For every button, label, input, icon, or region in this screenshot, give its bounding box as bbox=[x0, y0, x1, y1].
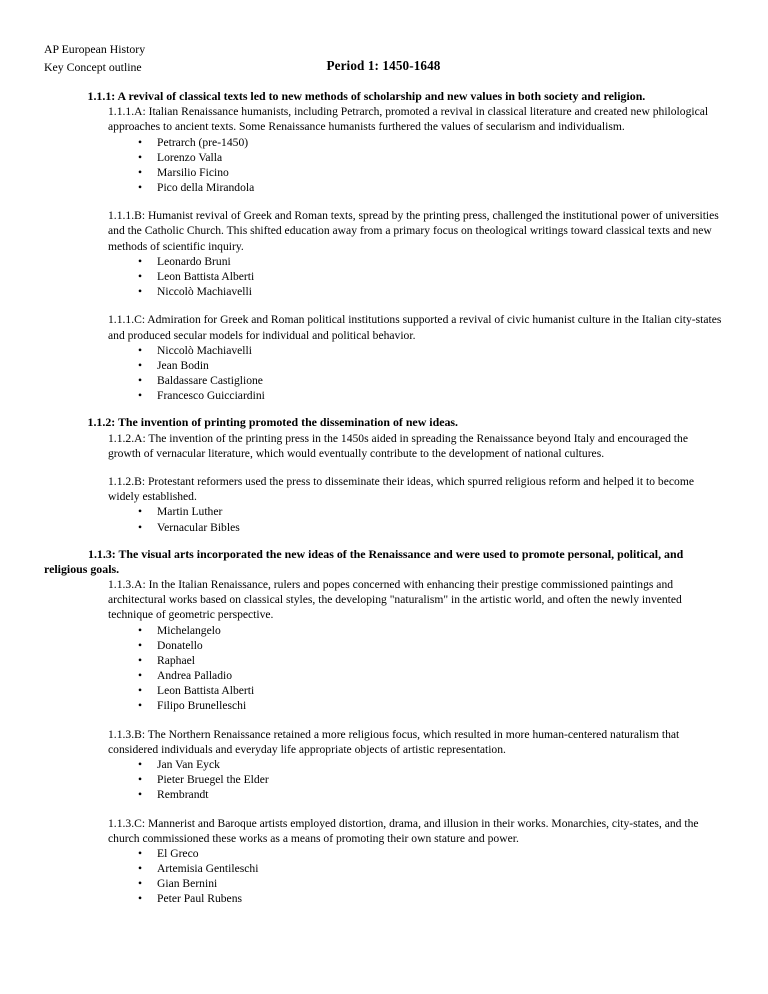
list-item bbox=[44, 504, 723, 519]
example-label: Lorenzo Valla bbox=[157, 150, 223, 164]
page-title: Period 1: 1450-1648 bbox=[326, 58, 441, 73]
evidence-group bbox=[44, 104, 723, 195]
key-concept-heading: 1.1.2: The invention of printing promoted the dissemination of new ideas. bbox=[87, 415, 459, 430]
list-item bbox=[44, 772, 723, 787]
evidence-group bbox=[44, 208, 723, 299]
key-concept-outline bbox=[44, 89, 723, 907]
bullet-icon: • bbox=[138, 654, 143, 667]
example-label: Raphael bbox=[157, 654, 195, 667]
example-label: Gian Bernini bbox=[157, 877, 218, 891]
example-label: Jean Bodin bbox=[157, 358, 209, 372]
list-item bbox=[44, 668, 723, 683]
bullet-icon: • bbox=[138, 877, 143, 891]
list-item bbox=[44, 150, 723, 165]
example-list bbox=[44, 623, 723, 714]
list-item bbox=[44, 254, 723, 269]
list-item bbox=[44, 284, 723, 299]
list-item bbox=[44, 373, 723, 388]
bullet-icon: • bbox=[138, 343, 143, 357]
example-label: Martin Luther bbox=[157, 505, 223, 519]
bullet-icon: • bbox=[138, 862, 143, 876]
example-label: Leonardo Bruni bbox=[157, 254, 231, 268]
bullet-icon: • bbox=[138, 773, 143, 787]
evidence-paragraph: 1.1.2.B: Protestant reformers used the press to disseminate their ideas, which spurred religious reform and helped it to become widely established. bbox=[108, 474, 694, 504]
evidence-paragraph: 1.1.3.B: The Northern Renaissance retained a more religious focus, which resulted in more human-centered naturalism that considered individuals and everyday life appropriate objects of artistic representation. bbox=[108, 727, 680, 756]
example-list bbox=[44, 757, 723, 802]
bullet-icon: • bbox=[138, 389, 143, 403]
bullet-icon: • bbox=[138, 892, 143, 906]
bullet-icon: • bbox=[138, 165, 143, 179]
example-label: Vernacular Bibles bbox=[157, 520, 240, 534]
example-label: Artemisia Gentileschi bbox=[157, 862, 259, 876]
evidence-group bbox=[44, 816, 723, 907]
evidence-group bbox=[44, 312, 723, 403]
list-item bbox=[44, 180, 723, 195]
bullet-icon: • bbox=[138, 788, 143, 802]
bullet-icon: • bbox=[138, 758, 143, 772]
list-item bbox=[44, 638, 723, 653]
bullet-icon: • bbox=[138, 669, 143, 683]
key-concept-heading: 1.1.1: A revival of classical texts led to new methods of scholarship and new values in both society and religion. bbox=[87, 89, 646, 103]
evidence-group bbox=[44, 577, 723, 714]
example-label: Jan Van Eyck bbox=[157, 758, 220, 772]
list-item bbox=[44, 135, 723, 150]
document-subtitle: Key Concept outline bbox=[44, 59, 142, 74]
evidence-paragraph: 1.1.2.A: The invention of the printing press in the 1450s aided in spreading the Renaissance beyond Italy and encouraged the growth of vernacular literature, which would eventually contribute to the development of national cultures. bbox=[108, 431, 688, 460]
evidence-paragraph: 1.1.1.A: Italian Renaissance humanists, including Petrarch, promoted a revival in classical literature and created new philological approaches to ancient texts. Some Renaissance humanists furthered the values of secularism and individualism. bbox=[108, 105, 709, 134]
example-label: Marsilio Ficino bbox=[157, 165, 229, 179]
list-item bbox=[44, 653, 723, 668]
example-label: Niccolò Machiavelli bbox=[157, 343, 252, 357]
bullet-icon: • bbox=[138, 135, 143, 149]
example-label: Francesco Guicciardini bbox=[157, 389, 265, 403]
list-item bbox=[44, 269, 723, 284]
list-item bbox=[44, 343, 723, 358]
document-header bbox=[44, 41, 723, 77]
list-item bbox=[44, 876, 723, 891]
evidence-paragraph: 1.1.3.C: Mannerist and Baroque artists employed distortion, drama, and illusion in their works. Monarchies, city-states, and the church commissioned these works as a means of promoting their own stature and power. bbox=[108, 816, 699, 845]
evidence-paragraph: 1.1.3.A: In the Italian Renaissance, rulers and popes concerned with enhancing their prestige commissioned paintings and architectural works based on classical styles, the developing "naturalism" in the artistic world, and often the newly invented technique of geometric perspective. bbox=[108, 578, 682, 622]
bullet-icon: • bbox=[138, 150, 143, 164]
bullet-icon: • bbox=[138, 181, 143, 195]
example-label: Andrea Palladio bbox=[157, 669, 233, 683]
list-item bbox=[44, 698, 723, 713]
list-item bbox=[44, 757, 723, 772]
list-item bbox=[44, 861, 723, 876]
evidence-group bbox=[44, 431, 723, 461]
example-label: Pico della Mirandola bbox=[157, 181, 255, 195]
bullet-icon: • bbox=[138, 520, 143, 534]
example-label: Baldassare Castiglione bbox=[157, 374, 263, 388]
example-label: Pieter Bruegel the Elder bbox=[157, 773, 269, 787]
example-label: Peter Paul Rubens bbox=[157, 892, 243, 906]
bullet-icon: • bbox=[138, 846, 143, 860]
bullet-icon: • bbox=[138, 285, 143, 299]
bullet-icon: • bbox=[138, 270, 143, 283]
bullet-icon: • bbox=[138, 684, 143, 698]
example-label: Niccolò Machiavelli bbox=[157, 285, 252, 299]
bullet-icon: • bbox=[138, 358, 143, 372]
key-concept-block bbox=[44, 415, 723, 534]
example-list bbox=[44, 343, 723, 404]
example-label: Donatello bbox=[157, 638, 203, 652]
bullet-icon: • bbox=[138, 623, 143, 637]
key-concept-block bbox=[44, 547, 723, 907]
evidence-paragraph: 1.1.1.B: Humanist revival of Greek and Roman texts, spread by the printing press, challenged the institutional power of universities and the Catholic Church. This shifted education away from a primary focus on theological writings toward classical texts and new methods of scientific inquiry. bbox=[108, 209, 719, 253]
example-label: Filipo Brunelleschi bbox=[157, 699, 247, 713]
list-item bbox=[44, 165, 723, 180]
list-item bbox=[44, 520, 723, 535]
example-label: Leon Battista Alberti bbox=[157, 270, 255, 283]
list-item bbox=[44, 787, 723, 802]
example-list bbox=[44, 254, 723, 299]
bullet-icon: • bbox=[138, 254, 143, 268]
list-item bbox=[44, 388, 723, 403]
example-list bbox=[44, 135, 723, 196]
list-item bbox=[44, 623, 723, 638]
example-list bbox=[44, 504, 723, 534]
key-concept-heading: 1.1.3: The visual arts incorporated the new ideas of the Renaissance and were used to promote personal, political, and religious goals. bbox=[44, 546, 684, 576]
example-label: Rembrandt bbox=[157, 788, 209, 802]
evidence-paragraph: 1.1.1.C: Admiration for Greek and Roman political institutions supported a revival of civic humanist culture in the Italian city-states and produced secular models for individual and political behavior. bbox=[108, 313, 722, 342]
course-name: AP European History bbox=[44, 42, 146, 56]
evidence-group bbox=[44, 474, 723, 535]
list-item bbox=[44, 358, 723, 373]
example-label: Michelangelo bbox=[157, 623, 221, 637]
example-label: Petrarch (pre-1450) bbox=[157, 135, 249, 149]
list-item bbox=[44, 683, 723, 698]
bullet-icon: • bbox=[138, 374, 143, 388]
example-list bbox=[44, 846, 723, 907]
list-item bbox=[44, 846, 723, 861]
bullet-icon: • bbox=[138, 699, 143, 713]
key-concept-block bbox=[44, 89, 723, 403]
example-label: El Greco bbox=[157, 846, 199, 860]
evidence-group bbox=[44, 727, 723, 803]
bullet-icon: • bbox=[138, 505, 143, 519]
list-item bbox=[44, 891, 723, 906]
example-label: Leon Battista Alberti bbox=[157, 684, 255, 698]
bullet-icon: • bbox=[138, 638, 143, 652]
